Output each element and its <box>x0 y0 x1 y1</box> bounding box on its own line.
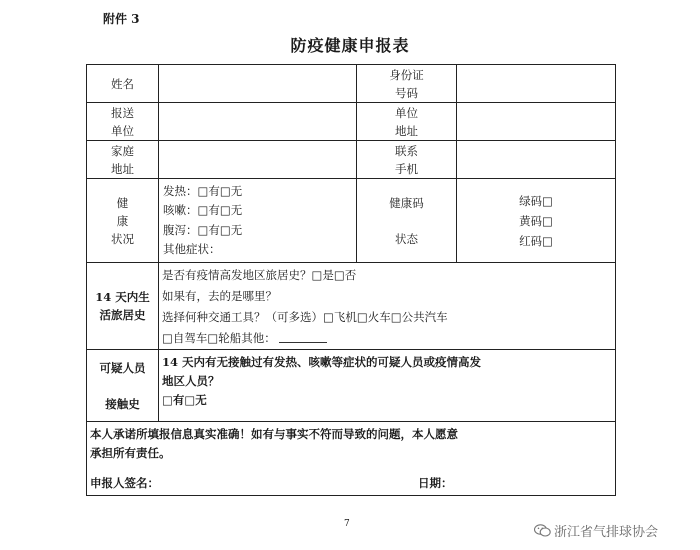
id-number-label: 身份证 号码 <box>357 65 457 103</box>
declaration-line2: 承担所有责任。 <box>90 446 171 460</box>
watermark-text: 浙江省气排球协会 <box>554 525 659 540</box>
wechat-icon <box>534 524 551 537</box>
red-code-checkbox[interactable]: 红码□ <box>519 233 553 248</box>
signature-label[interactable]: 申报人签名： <box>90 476 159 490</box>
yellow-code-checkbox[interactable]: 黄码□ <box>519 213 553 228</box>
reporting-unit-field[interactable] <box>159 103 357 141</box>
contact-question-line2: 地区人员？ <box>162 374 220 388</box>
health-code-label: 健康码 状态 <box>357 179 457 263</box>
unit-address-label: 单位 地址 <box>357 103 457 141</box>
health-declaration-form <box>86 64 616 496</box>
date-label[interactable]: 日期： <box>418 476 453 490</box>
attachment-label: 附件 3 <box>103 12 140 26</box>
destination-question: 如果有，去的是哪里？ <box>162 289 277 303</box>
name-field[interactable] <box>159 65 357 103</box>
reporting-unit-label: 报送 单位 <box>87 103 159 141</box>
contact-history-cell[interactable] <box>159 350 616 422</box>
unit-address-field[interactable] <box>457 103 616 141</box>
name-label: 姓名 <box>87 65 159 103</box>
travel-history-cell[interactable] <box>159 263 616 350</box>
health-code-options[interactable] <box>457 179 616 263</box>
green-code-checkbox[interactable]: 绿码□ <box>519 193 553 208</box>
high-risk-travel-question[interactable]: 是否有疫情高发地区旅居史？□是□否 <box>162 268 357 282</box>
contact-history-label: 可疑人员 接触史 <box>87 350 159 422</box>
health-status-label: 健 康 状况 <box>87 179 159 263</box>
home-address-label: 家庭 地址 <box>87 141 159 179</box>
symptom-fever[interactable]: 发热：□有□无 <box>163 183 243 198</box>
mobile-field[interactable] <box>457 141 616 179</box>
declaration-line1: 本人承诺所填报信息真实准确！如有与事实不符而导致的问题，本人愿意 <box>90 427 458 441</box>
symptom-cough[interactable]: 咳嗽：□有□无 <box>163 203 243 217</box>
id-number-field[interactable] <box>457 65 616 103</box>
transport-other-blank[interactable] <box>279 331 327 343</box>
home-address-field[interactable] <box>159 141 357 179</box>
page-number: 7 <box>344 519 350 529</box>
symptom-other[interactable]: 其他症状： <box>163 242 221 256</box>
contact-answer-options[interactable]: □有□无 <box>162 393 207 407</box>
symptom-diarrhea[interactable]: 腹泻：□有□无 <box>163 222 243 237</box>
form-title: 防疫健康申报表 <box>290 36 410 55</box>
declaration-cell <box>87 422 616 496</box>
transport-other-line[interactable]: □自驾车□轮船其他： <box>162 328 615 349</box>
signature-row[interactable] <box>90 475 611 493</box>
watermark <box>534 521 658 540</box>
transport-question[interactable]: 选择何种交通工具？（可多选）□飞机□火车□公共汽车 <box>162 310 448 324</box>
contact-question-line1: 14 天内有无接触过有发热、咳嗽等症状的可疑人员或疫情高发 <box>162 355 482 369</box>
travel-history-label: 14 天内生 活旅居史 <box>87 263 159 350</box>
symptoms-cell[interactable] <box>159 179 357 263</box>
mobile-label: 联系 手机 <box>357 141 457 179</box>
